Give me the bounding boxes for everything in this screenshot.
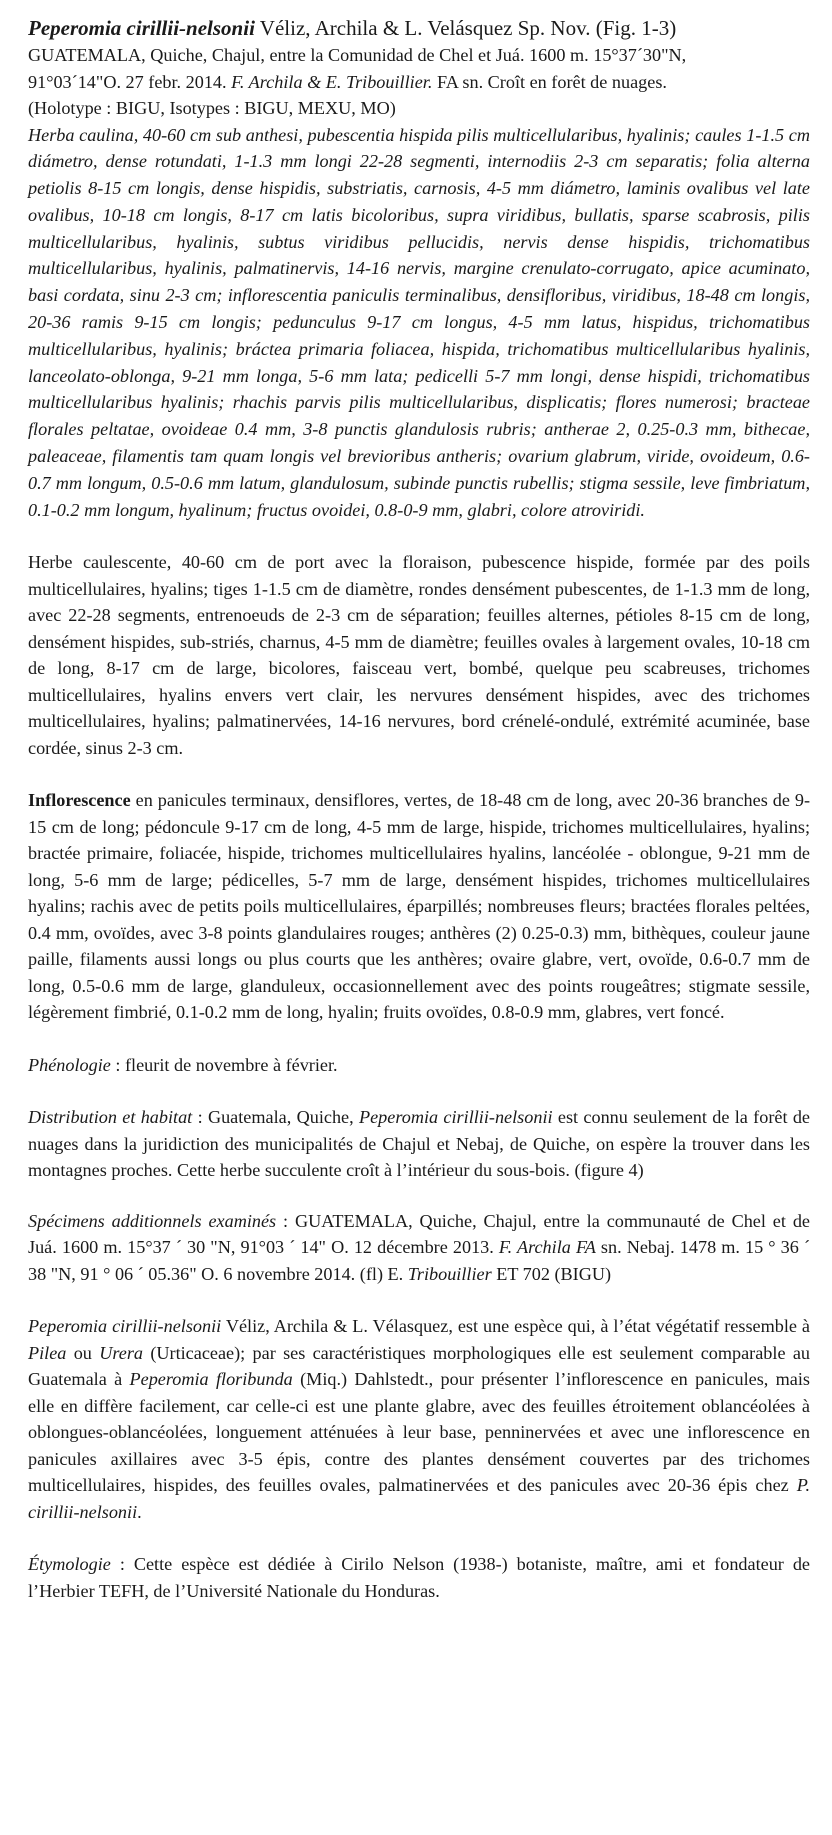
type-habitat: FA sn. Croît en forêt de nuages. [432, 71, 667, 92]
type-collectors: F. Archila & E. Tribouillier. [231, 71, 433, 92]
specimens-heading: Spécimens additionnels examinés [28, 1210, 277, 1231]
phenology-paragraph [28, 1052, 810, 1079]
phenology-text: : fleurit de novembre à février. [110, 1054, 338, 1075]
species-title [28, 14, 810, 42]
comparison-text-b: ou [66, 1342, 100, 1363]
holotype-line: (Holotype : BIGU, Isotypes : BIGU, MEXU, MO) [28, 98, 396, 118]
species-name: Peperomia cirillii-nelsonii [28, 16, 255, 40]
type-date: 91°03´14"O. 27 febr. 2014. [28, 71, 232, 92]
comparison-text-d: (Miq.) Dahlstedt., pour présenter l’inflorescence en panicules, mais elle en diffère facilement, car celle-ci est une plante glabre, avec des feuilles étroitement oblancéolées à oblongues-oblancéolées, longuement atténuées à leur base, penninervées et avec une inflorescence en panicules axillaires avec 3-5 épis, contre des plantes densément couvertes par des trichomes multicellulaires, hispides, des feuilles ovales, palmatinervées et des panicules avec 20-36 épis chez [28, 1369, 810, 1496]
specimens-paragraph [28, 1208, 810, 1288]
species-header [28, 14, 810, 122]
type-locality-line-2 [28, 69, 810, 96]
distribution-paragraph [28, 1104, 810, 1184]
comparison-taxon-a: Peperomia cirillii-nelsonii [28, 1316, 222, 1337]
species-authors-and-figure: Véliz, Archila & L. Velásquez Sp. Nov. (Fig. 1-3) [254, 16, 677, 40]
comparison-paragraph [28, 1313, 810, 1525]
inflorescence-paragraph [28, 787, 810, 1026]
comparison-text-e: . [137, 1501, 142, 1522]
inflorescence-heading: Inflorescence [28, 790, 131, 811]
specimens-text-b: sn. Nebaj. 1478 m. 15 ° 36 ´ 38 "N, 91 ° 06 ´ 05.36" O. 6 novembre 2014. (fl) E. [28, 1237, 811, 1284]
distribution-heading: Distribution et habitat [28, 1107, 193, 1128]
specimens-collector-a: F. Archila FA [498, 1237, 596, 1258]
specimens-text-a: : GUATEMALA, Quiche, Chajul, entre la communauté de Chel et de Juá. 1600 m. 15°37 ´ 30 "N, 91°03 ´ 14" O. 12 décembre 2013. [28, 1210, 810, 1258]
latin-diagnosis: Herba caulina, 40-60 cm sub anthesi, pubescentia hispida pilis multicellularibus, hyalinis; caules 1-1.5 cm diámetro, dense rotundati, 1-1.3 mm longi 22-28 segmenti, internodiis 2-3 cm separatis; folia alterna petiolis 8-15 cm longis, dense hispidis, substriatis, carnosis, 4-5 mm diámetro, laminis ovalibus vel late ovalibus, 10-18 cm longis, 8-17 cm latis bicoloribus, supra viridibus, bullatis, sparse scabrosis, pilis multicellularibus, hyalinis, subtus viridibus pellucidis, nervis dense hispidis, trichomatibus multicellularibus, hyalinis, palmatinervis, 14-16 nervis, margine crenulato-corrugato, apice acuminato, basi cordata, sinu 2-3 cm; inflorescentia paniculis terminalibus, densifloribus, viridibus, 18-48 cm longis, 20-36 ramis 9-15 cm longis; pedunculus 9-17 cm longus, 4-5 mm latus, hispidus, trichomatibus multicellularibus, hyalinis; bráctea primaria foliacea, hispida, trichomatibus multicellularibus hyalinis, lanceolato-oblonga, 9-21 mm longa, 5-6 mm lata; pedicelli 5-7 mm longi, dense hispidi, trichomatibus multicellularibus hyalinis; rhachis parvis pilis multicellularibus, displicatis; flores numerosi; bracteae florales peltatae, ovoideae 0.4 mm, 3-8 punctis glandulosis rubris; antherae 2, 0.25-0.3 mm, bithecae, paleaceae, filamentis tam quam longis vel brevioribus antheris; ovarium glabrum, viride, ovoideum, 0.6-0.7 mm longum, 0.5-0.6 mm latum, glandulosum, subinde punctis rubellis; stigma sessile, leve fimbriatum, 0.1-0.2 mm longum, hyalinum; fructus ovoidei, 0.8-0-9 mm, glabri, colore atroviridi. [28, 124, 810, 520]
comparison-text-c: (Urticaceae); par ses caractéristiques morphologiques elle est seulement comparable au Guatemala à [28, 1342, 810, 1390]
type-locality-line-1: GUATEMALA, Quiche, Chajul, entre la Comunidad de Chel et Juá. 1600 m. 15°37´30"N, [28, 45, 687, 65]
distribution-text-a: : Guatemala, Quiche, [192, 1107, 359, 1128]
comparison-text-a: Véliz, Archila & L. Vélasquez, est une espèce qui, à l’état végétatif ressemble à [221, 1316, 810, 1337]
distribution-taxon: Peperomia cirillii-nelsonii [358, 1107, 553, 1128]
comparison-taxon-c: P. cirillii-nelsonii [28, 1475, 810, 1522]
etymology-heading: Étymologie [28, 1554, 111, 1575]
etymology-text: : Cette espèce est dédiée à Cirilo Nelson (1938-) botaniste, maître, ami et fondateur de l’Herbier TEFH, de l’Université Nationale du Honduras. [28, 1554, 810, 1601]
specimens-text-c: ET 702 (BIGU) [491, 1263, 612, 1284]
distribution-text-b: est connu seulement de la forêt de nuages dans la juridiction des municipalités de Chajul et Nebaj, de Quiche, on espère la trouver dans les montagnes proches. Cette herbe succulente croît à l’intérieur du sous-bois. (figure 4) [28, 1107, 810, 1181]
comparison-genus-urera: Urera [99, 1342, 143, 1363]
french-description: Herbe caulescente, 40-60 cm de port avec la floraison, pubescence hispide, formée par des poils multicellulaires, hyalins; tiges 1-1.5 cm de diamètre, rondes densément pubescentes, de 1-1.3 mm de long, avec 22-28 segments, entrenoeuds de 2-3 cm de séparation; feuilles alternes, pétioles 8-15 cm de long, densément hispides, sub-striés, charnus, 4-5 mm de diamètre; feuilles ovales à largement ovales, 10-18 cm de long, 8-17 cm de large, bicolores, faisceau vert, bombé, quelque peu scabreuses, trichomes multicellulaires, hyalins envers vert clair, les nervures densément hispides, avec des trichomes multicellulaires, hyalins; palmatinervées, 14-16 nervures, bord crénelé-ondulé, extrémité acuminée, base cordée, sinus 2-3 cm. [28, 552, 810, 758]
inflorescence-text: en panicules terminaux, densiflores, vertes, de 18-48 cm de long, avec 20-36 branches de 9-15 cm de long; pédoncule 9-17 cm de long, 4-5 mm de large, hispide, trichomes multicellulaires, hyalins; bractée primaire, foliacée, hispide, trichomes multicellulaires hyalins, lancéolée - oblongue, 9-21 mm de long, 5-6 mm de large; pédicelles, 5-7 mm de large, densément hispides, trichomes multicellulaires hyalins; rachis avec de petits poils multicellulaires, éparpillés; nombreuses fleurs; bractées florales peltées, 0.4 mm, ovoïdes, avec 3-8 points glandulaires rouges; anthères (2) 0.25-0.3) mm, bithèques, couleur jaune paille, filaments aussi longs ou plus courts que les anthères; ovaire glabre, vert, ovoïde, 0.6-0.7 mm de long, 0.5-0.6 mm de large, glanduleux, occasionnellement avec des points rougeâtres; stigmate sessile, légèrement fimbrié, 0.1-0.2 mm de long, hyalin; fruits ovoïdes, 0.8-0.9 mm, glabres, vert foncé. [28, 790, 810, 1023]
etymology-paragraph [28, 1551, 810, 1604]
comparison-taxon-b: Peperomia floribunda [129, 1369, 293, 1390]
specimens-collector-b: Tribouillier [407, 1263, 492, 1284]
phenology-heading: Phénologie [28, 1054, 111, 1075]
comparison-genus-pilea: Pilea [28, 1342, 67, 1363]
